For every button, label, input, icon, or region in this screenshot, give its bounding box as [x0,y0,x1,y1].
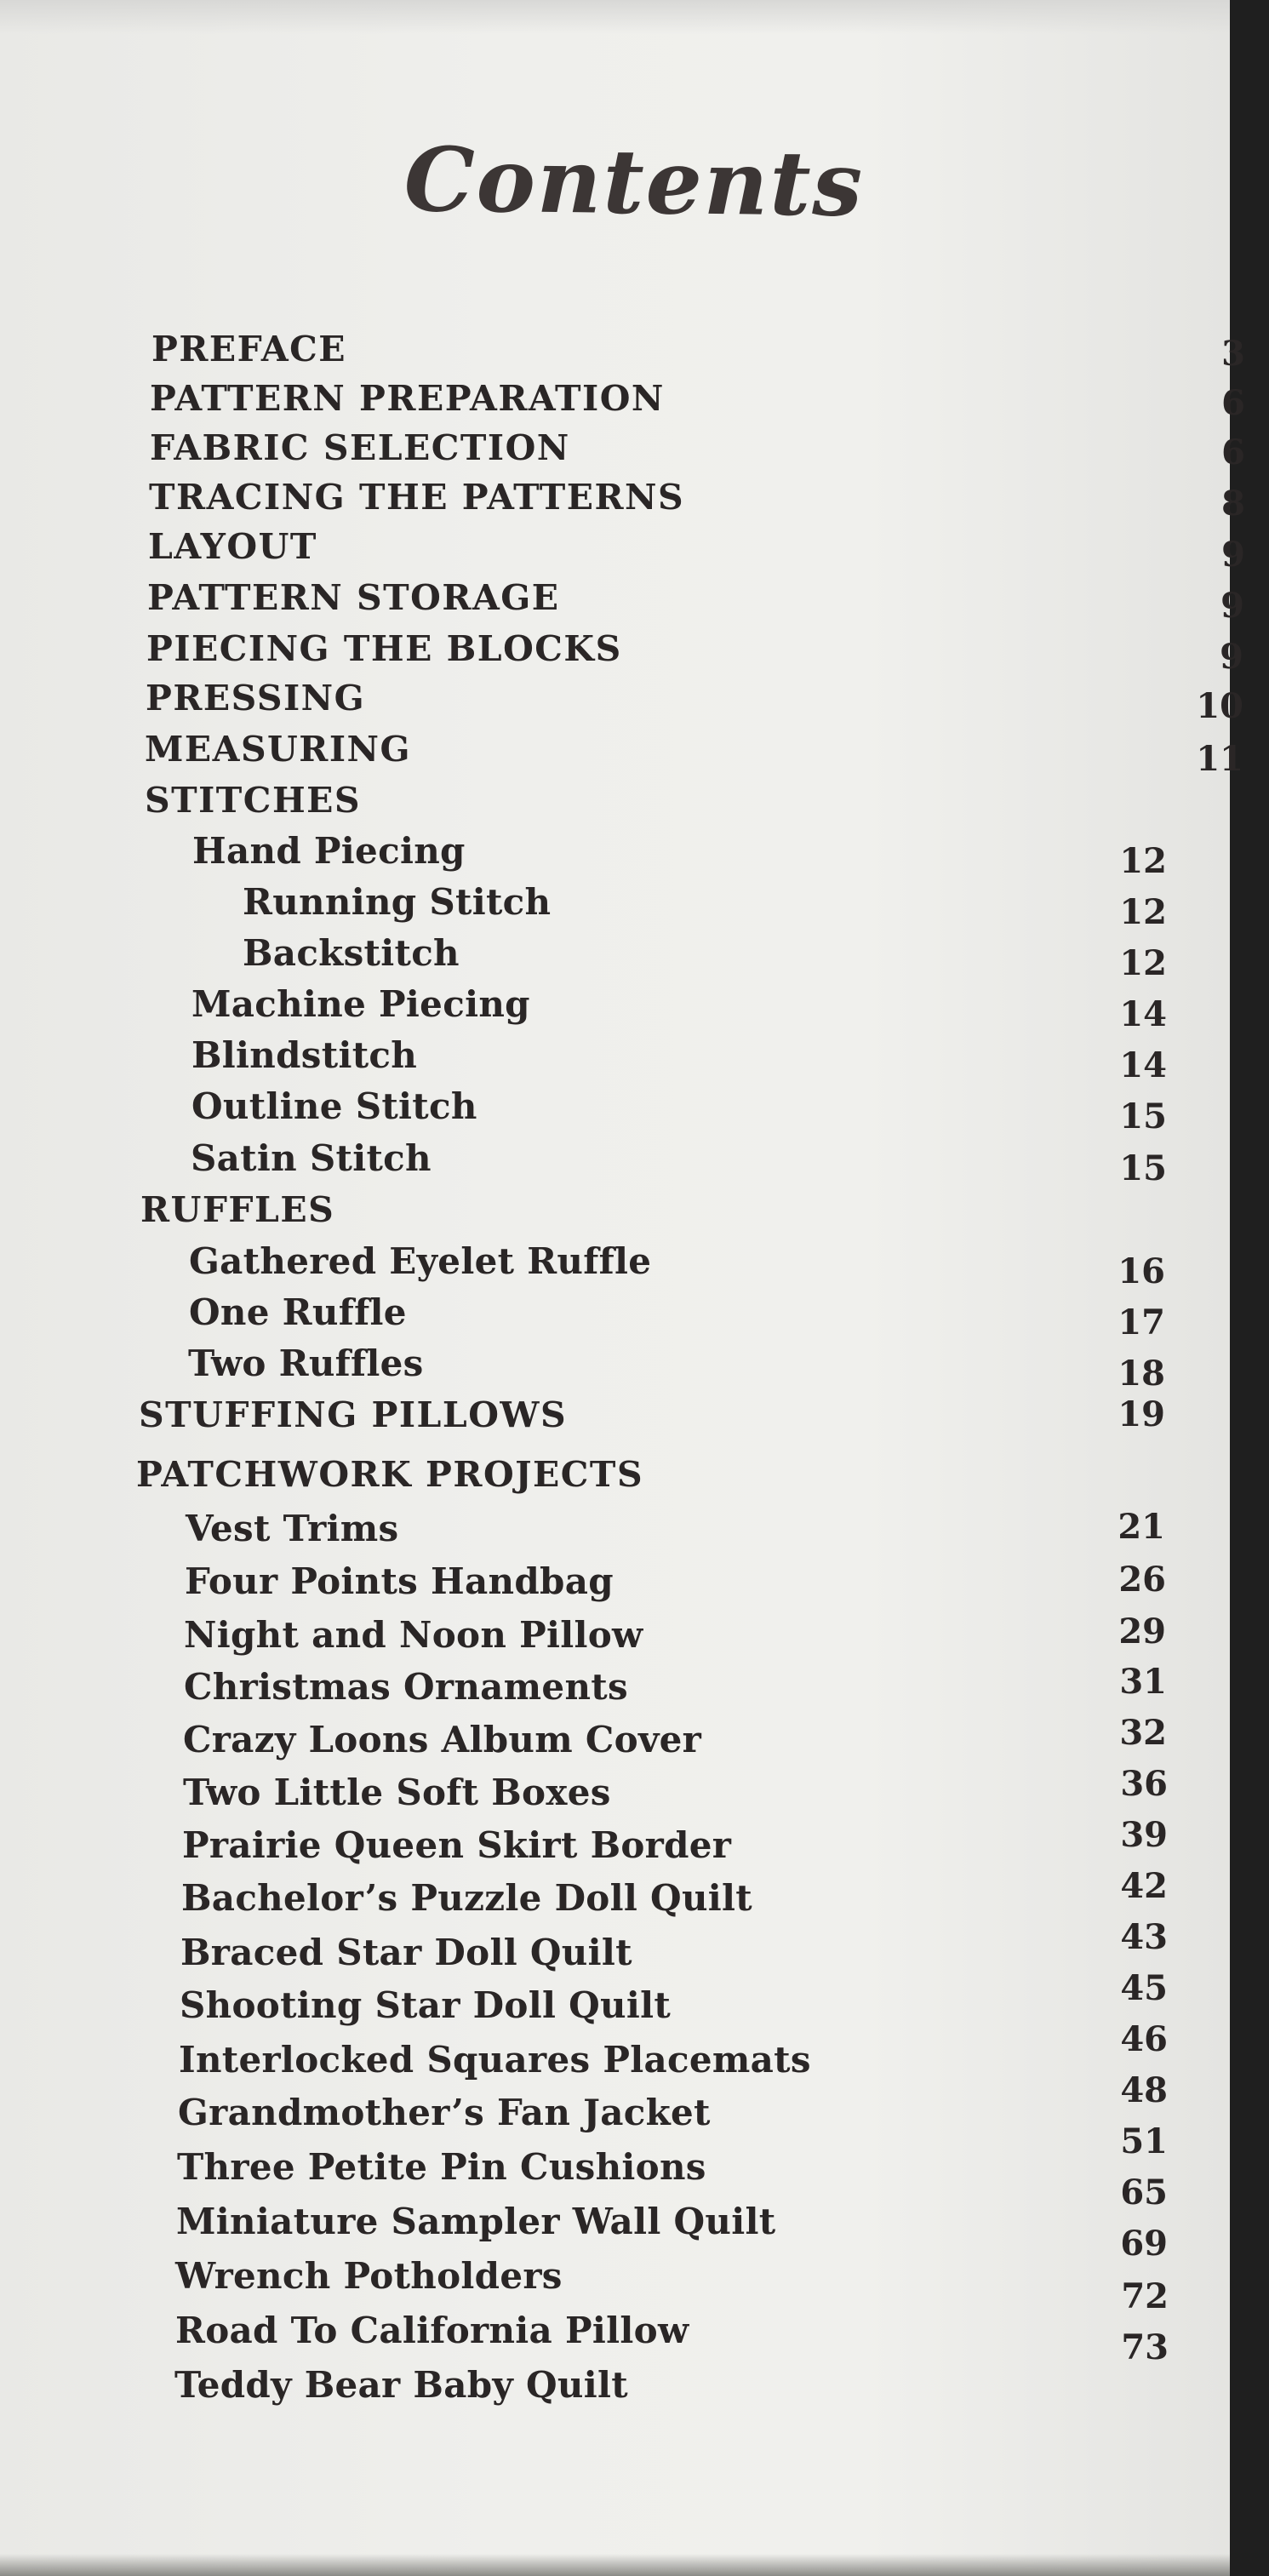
toc-entry-label: STITCHES [145,780,362,821]
toc-entry-page: 14 [1119,1045,1167,1085]
toc-entry-label: Outline Stitch [191,1085,477,1127]
toc-entry-label: PATCHWORK PROJECTS [136,1454,644,1495]
toc-entry-page: 32 [1119,1713,1167,1753]
toc-entry-label: Road To California Pillow [175,2310,689,2351]
toc-entry-page: 48 [1120,2070,1168,2110]
toc-entry-label: Grandmother’s Fan Jacket [178,2092,711,2133]
toc-entry-page: 45 [1120,1968,1168,2008]
toc-entry-label: Gathered Eyelet Ruffle [189,1240,652,1282]
toc-entry-page: 12 [1119,892,1167,932]
toc-entry-label: PIECING THE BLOCKS [146,628,622,669]
toc-entry-page: 10 [1196,686,1243,726]
toc-entry-page: 12 [1119,943,1167,983]
toc-entry-page: 9 [1220,586,1244,626]
toc-entry-page: 9 [1221,535,1245,575]
toc-entry-label: Satin Stitch [191,1137,432,1179]
toc-entry-label: Braced Star Doll Quilt [180,1932,632,1973]
toc-entry-label: Teddy Bear Baby Quilt [174,2364,628,2406]
toc-entry-page: 43 [1120,1917,1168,1957]
toc-entry-label: Vest Trims [186,1508,399,1549]
toc-entry-label: Running Stitch [243,881,552,923]
toc-entry-label: LAYOUT [148,526,317,567]
toc-entry-label: Two Ruffles [188,1342,424,1384]
page-title: Contents [403,127,865,237]
toc-entry-label: PATTERN PREPARATION [150,378,665,419]
toc-entry-label: Bachelor’s Puzzle Doll Quilt [181,1877,752,1919]
toc-entry-page: 72 [1121,2276,1169,2316]
toc-entry-label: Prairie Queen Skirt Border [182,1824,732,1866]
toc-entry-label: Wrench Potholders [175,2255,563,2297]
toc-entry-label: Four Points Handbag [185,1560,614,1602]
toc-entry-page: 16 [1118,1251,1165,1291]
toc-entry-page: 65 [1120,2172,1168,2212]
toc-entry-label: Three Petite Pin Cushions [177,2146,706,2188]
toc-entry-page: 11 [1196,739,1243,779]
toc-entry-label: PREFACE [151,329,347,369]
toc-entry-page: 21 [1118,1507,1165,1547]
toc-entry-label: Two Little Soft Boxes [183,1772,611,1813]
toc-entry-label: Backstitch [243,932,460,974]
toc-entry-label: STUFFING PILLOWS [139,1394,568,1435]
toc-entry-label: Miniature Sampler Wall Quilt [176,2201,776,2242]
toc-entry-label: Shooting Star Doll Quilt [180,1984,672,2026]
toc-entry-label: Christmas Ornaments [184,1666,628,1708]
toc-entry-page: 3 [1221,334,1245,374]
toc-entry-label: Machine Piecing [191,983,530,1025]
toc-entry-label: PRESSING [146,678,366,718]
toc-entry-label: MEASURING [145,729,412,770]
toc-entry-page: 26 [1118,1560,1166,1600]
toc-entry-page: 8 [1221,484,1245,524]
toc-entry-label: One Ruffle [189,1291,407,1333]
toc-entry-page: 9 [1220,637,1243,677]
toc-entry-page: 36 [1120,1764,1168,1804]
toc-entry-label: PATTERN STORAGE [147,577,560,618]
toc-entry-page: 42 [1120,1866,1168,1906]
toc-entry-label: Night and Noon Pillow [184,1614,643,1656]
toc-entry-page: 19 [1118,1394,1165,1434]
toc-entry-page: 31 [1119,1662,1167,1702]
toc-entry-page: 15 [1119,1096,1167,1136]
toc-entry-label: RUFFLES [140,1189,335,1230]
toc-entry-page: 6 [1221,432,1245,472]
toc-entry-label: Hand Piecing [192,830,466,872]
toc-entry-page: 15 [1119,1148,1167,1188]
toc-entry-label: TRACING THE PATTERNS [149,477,685,518]
toc-entry-page: 17 [1118,1302,1165,1342]
toc-entry-page: 73 [1121,2327,1169,2367]
toc-entry-page: 29 [1118,1611,1166,1652]
toc-entry-label: Blindstitch [191,1034,418,1076]
toc-entry-page: 14 [1119,994,1167,1034]
page-bottom-edge [0,2554,1230,2576]
toc-entry-label: FABRIC SELECTION [150,427,570,468]
toc-entry-page: 18 [1118,1354,1165,1394]
toc-entry-label: Interlocked Squares Placemats [179,2039,811,2081]
toc-entry-page: 46 [1120,2019,1168,2059]
toc-entry-label: Crazy Loons Album Cover [183,1719,702,1760]
toc-entry-page: 39 [1120,1815,1168,1855]
toc-entry-page: 69 [1120,2224,1168,2264]
toc-entry-page: 6 [1221,383,1245,423]
toc-entry-page: 51 [1120,2121,1168,2161]
toc-entry-page: 12 [1119,841,1167,881]
